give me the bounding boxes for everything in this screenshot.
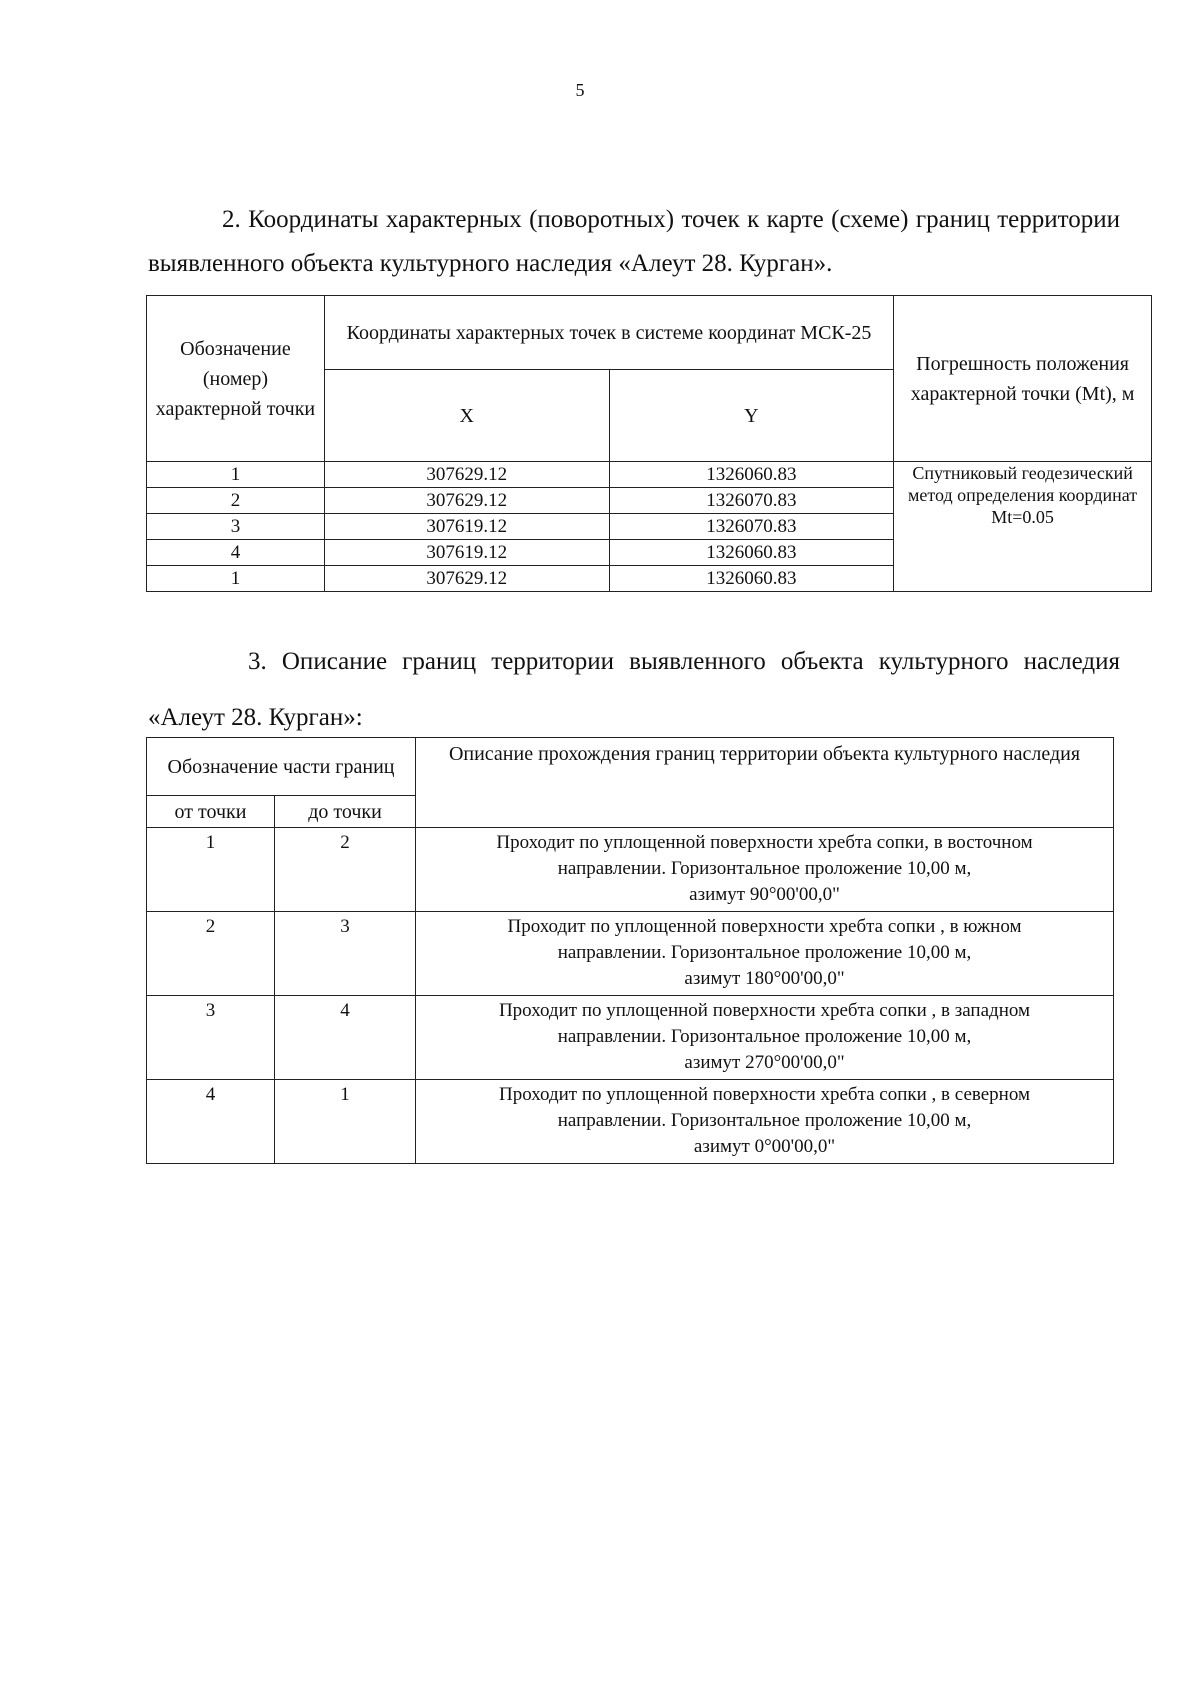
description-line: азимут 180°00'00,0" [684,968,845,989]
description-line: Проходит по уплощенной поверхности хребта сопки , в западном [498,1000,1031,1021]
to-point: 2 [275,828,416,912]
to-point: 1 [275,1080,416,1164]
point-number: 4 [147,540,325,566]
from-point: 4 [147,1080,275,1164]
header-designation: Обозначение (номер) характерной точки [147,296,325,462]
description-line: Проходит по уплощенной поверхности хребта сопки , в южном [507,916,1022,937]
point-number: 2 [147,488,325,514]
section-3-heading: 3. Описание границ территории выявленного объекта культурного наследия «Алеут 28. Курган»: [148,648,1120,731]
point-number: 1 [147,566,325,592]
x-value: 307629.12 [324,462,609,488]
segment-description [416,828,1114,912]
y-value: 1326070.83 [609,514,894,540]
y-value: 1326060.83 [609,540,894,566]
x-value: 307629.12 [324,488,609,514]
description-line: азимут 90°00'00,0" [689,884,840,905]
y-value: 1326060.83 [609,462,894,488]
header-from: от точки [147,796,275,828]
header-y: Y [609,370,894,462]
description-line: направлении. Горизонтальное проложение 10,00 м, [557,1110,972,1131]
boundaries-table [146,737,1114,1164]
y-value: 1326060.83 [609,566,894,592]
section-2-heading: 2. Координаты характерных (поворотных) точек к карте (схеме) границ территории выявленного объекта культурного наследия «Алеут 28. Курган». [148,206,1120,277]
segment-description [416,996,1114,1080]
description-line: направлении. Горизонтальное проложение 10,00 м, [557,942,972,963]
description-line: Проходит по уплощенной поверхности хребта сопки , в северном [498,1084,1031,1105]
header-to: до точки [275,796,416,828]
from-point: 3 [147,996,275,1080]
description-line: азимут 270°00'00,0" [684,1052,845,1073]
table-row [147,912,1114,996]
from-point: 1 [147,828,275,912]
description-line: азимут 0°00'00,0" [693,1136,836,1157]
from-point: 2 [147,912,275,996]
to-point: 4 [275,996,416,1080]
x-value: 307619.12 [324,540,609,566]
header-coordinates: Координаты характерных точек в системе координат МСК-25 [324,296,893,370]
point-number: 1 [147,462,325,488]
description-line: Проходит по уплощенной поверхности хребта сопки, в восточном [496,832,1033,853]
description-line: направлении. Горизонтальное проложение 10,00 м, [557,858,972,879]
method-cell: Спутниковый геодезический метод определения координат Mt=0.05 [894,462,1152,592]
segment-description [416,1080,1114,1164]
table-row [147,1080,1114,1164]
page-number: 5 [575,80,585,100]
coordinates-table [146,295,1152,592]
to-point: 3 [275,912,416,996]
header-x: X [324,370,609,462]
x-value: 307619.12 [324,514,609,540]
x-value: 307629.12 [324,566,609,592]
table-row [147,462,1152,488]
segment-description [416,912,1114,996]
table-row [147,828,1114,912]
y-value: 1326070.83 [609,488,894,514]
header-part: Обозначение части границ [147,738,416,796]
description-line: направлении. Горизонтальное проложение 10,00 м, [557,1026,972,1047]
header-description: Описание прохождения границ территории объекта культурного наследия [416,738,1114,828]
point-number: 3 [147,514,325,540]
header-error: Погрешность положения характерной точки (Mt), м [894,296,1152,462]
table-row [147,996,1114,1080]
